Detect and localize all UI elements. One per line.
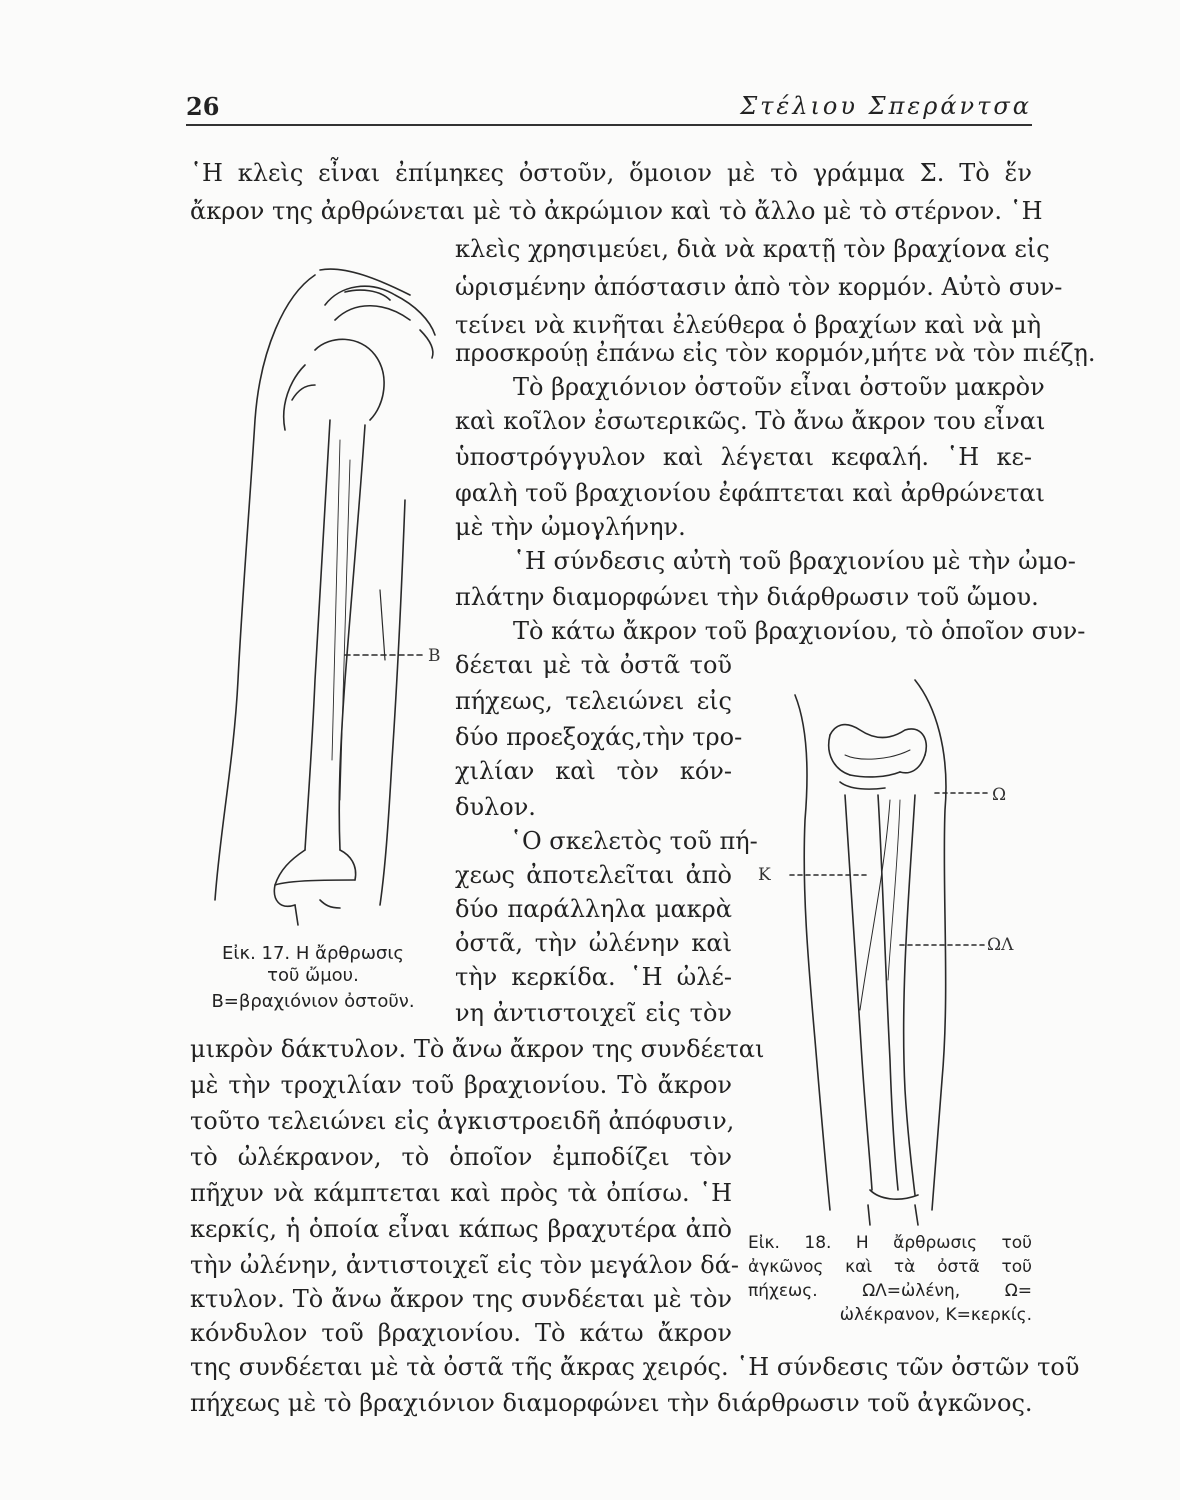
figure-17-caption-line: τοῦ ὤμου. (267, 965, 359, 986)
label-k: Κ (758, 865, 771, 885)
text-line: ἄκρον της ἀρθρώνεται μὲ τὸ ἀκρώμιον καὶ τὸ ἄλλο μὲ τὸ στέρνον. ῾Η (190, 197, 1043, 225)
text-line: τείνει νὰ κινῆται ἐλεύθερα ὁ βραχίων καὶ νὰ μὴ (455, 311, 1042, 339)
figure-18-caption-line: ἀγκῶνος καὶ τὰ ὀστᾶ τοῦ (748, 1257, 1032, 1277)
text-line: ὀστᾶ, τὴν ὠλένην καὶ (455, 929, 732, 957)
figure-18-caption-line: Εἰκ. 18. Η ἄρθρωσις τοῦ (748, 1233, 1032, 1253)
text-line: της συνδέεται μὲ τὰ ὀστᾶ τῆς ἄκρας χειρός. ῾Η σύνδεσις τῶν ὀστῶν τοῦ (190, 1353, 1080, 1381)
label-b: B (428, 646, 441, 666)
figure-18-caption-line: ὠλέκρανον, Κ=κερκίς. (839, 1305, 1032, 1325)
text-line: χιλίαν καὶ τὸν κόν- (455, 757, 732, 785)
text-line: φαλὴ τοῦ βραχιονίου ἐφάπτεται καὶ ἀρθρώνεται (455, 479, 1045, 507)
text-line: ῾Η κλεὶς εἶναι ἐπίμηκες ὀστοῦν, ὅμοιον μὲ τὸ γράμμα Σ. Τὸ ἕν (190, 159, 1032, 187)
text-line: Τὸ βραχιόνιον ὀστοῦν εἶναι ὀστοῦν μακρὸν (513, 373, 1045, 401)
text-line: προσκρούῃ ἐπάνω εἰς τὸν κορμόν,μήτε νὰ τὸν πιέζῃ. (455, 339, 1096, 367)
text-line: ῾Ο σκελετὸς τοῦ πή- (510, 827, 758, 855)
text-line: δέεται μὲ τὰ ὀστᾶ τοῦ (455, 651, 732, 679)
text-line: κλεὶς χρησιμεύει, διὰ νὰ κρατῇ τὸν βραχίονα εἰς (455, 235, 1050, 263)
text-line: πήχεως μὲ τὸ βραχιόνιον διαμορφώνει τὴν διάρθρωσιν τοῦ ἀγκῶνος. (190, 1389, 1033, 1417)
running-head: Στέλιου Σπεράντσα (740, 92, 1032, 120)
text-line: μικρὸν δάκτυλον. Τὸ ἄνω ἄκρον της συνδέεται (190, 1035, 765, 1063)
text-line: κτυλον. Τὸ ἄνω ἄκρον της συνδέεται μὲ τὸν (190, 1285, 732, 1313)
header-rule (186, 124, 1032, 126)
text-line: δύο προεξοχάς,τὴν τρο- (455, 723, 743, 751)
text-line: κερκίς, ἡ ὁποία εἶναι κάπως βραχυτέρα ἀπὸ (190, 1215, 732, 1243)
label-omega: Ω (992, 785, 1007, 805)
text-line: πλάτην διαμορφώνει τὴν διάρθρωσιν τοῦ ὤμου. (455, 583, 1039, 611)
text-line: χεως ἀποτελεῖται ἀπὸ (455, 861, 732, 889)
text-line: τὴν ὠλένην, ἀντιστοιχεῖ εἰς τὸν μεγάλον δά- (190, 1251, 740, 1279)
text-line: ῾Η σύνδεσις αὐτὴ τοῦ βραχιονίου μὲ τὴν ὠμο- (513, 547, 1076, 575)
label-omega-lambda: ΩΛ (987, 935, 1014, 955)
text-line: κόνδυλον τοῦ βραχιονίου. Τὸ κάτω ἄκρον (190, 1319, 732, 1347)
text-line: ὑποστρόγγυλον καὶ λέγεται κεφαλή. ῾Η κε- (455, 443, 1032, 471)
page-number: 26 (186, 92, 220, 121)
text-line: Τὸ κάτω ἄκρον τοῦ βραχιονίου, τὸ ὁποῖον συν- (513, 617, 1086, 645)
text-line: δύο παράλληλα μακρὰ (455, 895, 732, 923)
page-header (186, 84, 1032, 124)
text-line: πήχεως, τελειώνει εἰς (455, 687, 732, 715)
text-line: μὲ τὴν τροχιλίαν τοῦ βραχιονίου. Τὸ ἄκρον (190, 1071, 732, 1099)
figure-17-caption-line: Β=βραχιόνιον ὀστοῦν. (211, 991, 415, 1012)
figure-17-caption-line: Εἰκ. 17. Η ἄρθρωσις (222, 943, 404, 964)
text-line: νη ἀντιστοιχεῖ εἰς τὸν (455, 999, 732, 1027)
text-line: δυλον. (455, 793, 536, 821)
text-line: ὡρισμένην ἀπόστασιν ἀπὸ τὸν κορμόν. Αὐτὸ συν- (455, 273, 1063, 301)
text-line: τὸ ὠλέκρανον, τὸ ὁποῖον ἐμποδίζει τὸν (190, 1143, 732, 1171)
text-line: καὶ κοῖλον ἐσωτερικῶς. Τὸ ἄνω ἄκρον του εἶναι (455, 407, 1046, 435)
text-line: πῆχυν νὰ κάμπτεται καὶ πρὸς τὰ ὀπίσω. ῾Η (190, 1179, 732, 1207)
text-line: τὴν κερκίδα. ῾Η ὠλέ- (455, 963, 732, 991)
figure-18-forearm-drawing (750, 660, 1040, 1235)
text-line: τοῦτο τελειώνει εἰς ἀγκιστροειδῆ ἀπόφυσιν, (190, 1107, 735, 1135)
text-line: μὲ τὴν ὠμογλήνην. (455, 513, 686, 541)
figure-18-caption-line: πήχεως. ΩΛ=ὠλένη, Ω= (748, 1281, 1032, 1301)
figure-17-humerus-drawing (180, 240, 450, 930)
